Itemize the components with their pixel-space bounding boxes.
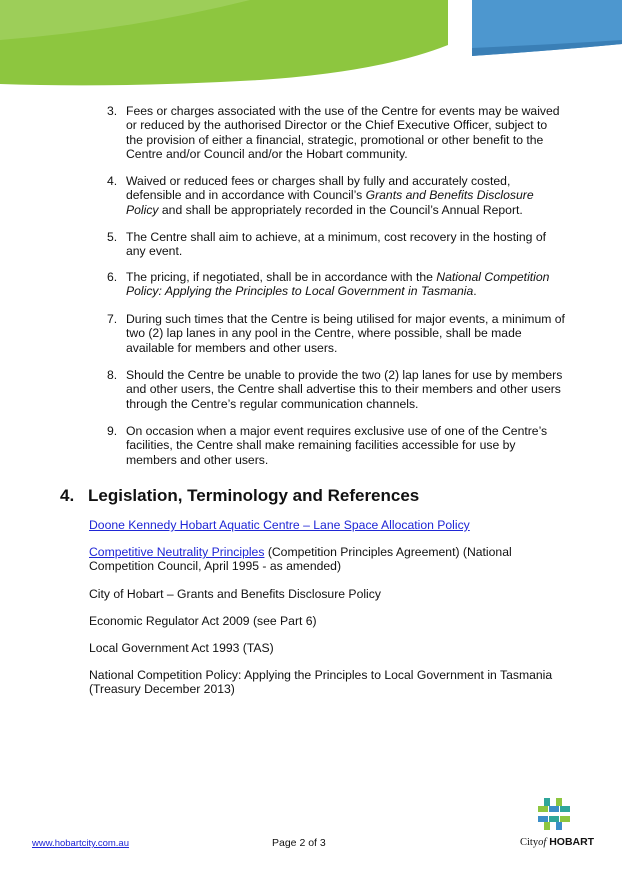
logo-city: City: [520, 837, 539, 848]
reference-item: National Competition Policy: Applying the Principles to Local Government in Tasmania (Treasury December 2013): [89, 668, 553, 697]
item-text: Waived or reduced fees or charges shall by fully and accurately costed, defensible and in accordance with Council’s Grants and Benefits Disclosure Policy and shall be appropriately recorded in the Council’s Annual Report.: [126, 174, 534, 217]
list-item: [107, 312, 567, 355]
header-banner: [0, 0, 622, 90]
item-number: 8.: [107, 368, 118, 382]
section-title: Legislation, Terminology and References: [88, 486, 420, 505]
list-item: [107, 104, 567, 162]
item-number: 5.: [107, 230, 118, 244]
competitive-neutrality-link[interactable]: Competitive Neutrality Principles: [89, 545, 265, 559]
list-item: [107, 424, 567, 467]
item-number: 4.: [107, 174, 118, 188]
list-item: [107, 174, 567, 217]
reference-item: City of Hobart – Grants and Benefits Disclosure Policy: [89, 587, 381, 601]
logo-hobart: HOBART: [549, 836, 595, 848]
item-text: Should the Centre be unable to provide the two (2) lap lanes for use by members and other users, the Centre shall advertise this to their members and other users through the Centre’s regular communication channels.: [126, 368, 563, 411]
logo-wordmark: [520, 836, 594, 848]
policy-title-italic: Grants and Benefits Disclosure Policy: [126, 188, 534, 217]
reference-item: [89, 518, 559, 532]
lane-allocation-policy-link[interactable]: Doone Kennedy Hobart Aquatic Centre – Lane Space Allocation Policy: [89, 518, 470, 532]
footer-website-link[interactable]: www.hobartcity.com.au: [32, 838, 129, 849]
hobart-logo-mark-icon: [536, 796, 572, 832]
city-of-hobart-logo: [520, 796, 600, 852]
item-text: On occasion when a major event requires exclusive use of one of the Centre’s facilities, the Centre shall make remaining facilities accessible for use by members and other users.: [126, 424, 548, 467]
logo-of: of: [538, 837, 547, 848]
policy-title-italic: National Competition Policy: Applying the Principles to Local Government in Tasmania: [126, 270, 550, 299]
reference-item: Economic Regulator Act 2009 (see Part 6): [89, 614, 317, 628]
reference-detail: (Competition Principles Agreement) (National Competition Council, April 1995 - as amended): [89, 545, 512, 574]
item-number: 7.: [107, 312, 118, 326]
section-number: 4.: [60, 486, 75, 505]
item-number: 6.: [107, 270, 118, 284]
page-number: Page 2 of 3: [272, 837, 326, 849]
reference-item: Local Government Act 1993 (TAS): [89, 641, 274, 655]
item-text: The Centre shall aim to achieve, at a minimum, cost recovery in the hosting of any event.: [126, 230, 546, 259]
list-item: [107, 230, 567, 259]
item-number: 9.: [107, 424, 118, 438]
item-number: 3.: [107, 104, 118, 118]
list-item: [107, 368, 567, 411]
reference-item: [89, 545, 559, 574]
item-text: During such times that the Centre is being utilised for major events, a minimum of two (2) lap lanes in any pool in the Centre, where possible, shall be made available for members and other users.: [126, 312, 565, 355]
item-text: Fees or charges associated with the use of the Centre for events may be waived or reduced by the authorised Director or the Chief Executive Officer, subject to the provision of either a financial, strategic, promotional or other benefit to the Centre and/or Council and/or the Hobart community.: [126, 104, 560, 162]
list-item: [107, 270, 567, 299]
section-heading: [60, 486, 419, 506]
item-text: The pricing, if negotiated, shall be in accordance with the National Competition Policy: Applying the Principles to Local Government in Tasmania.: [126, 270, 550, 299]
